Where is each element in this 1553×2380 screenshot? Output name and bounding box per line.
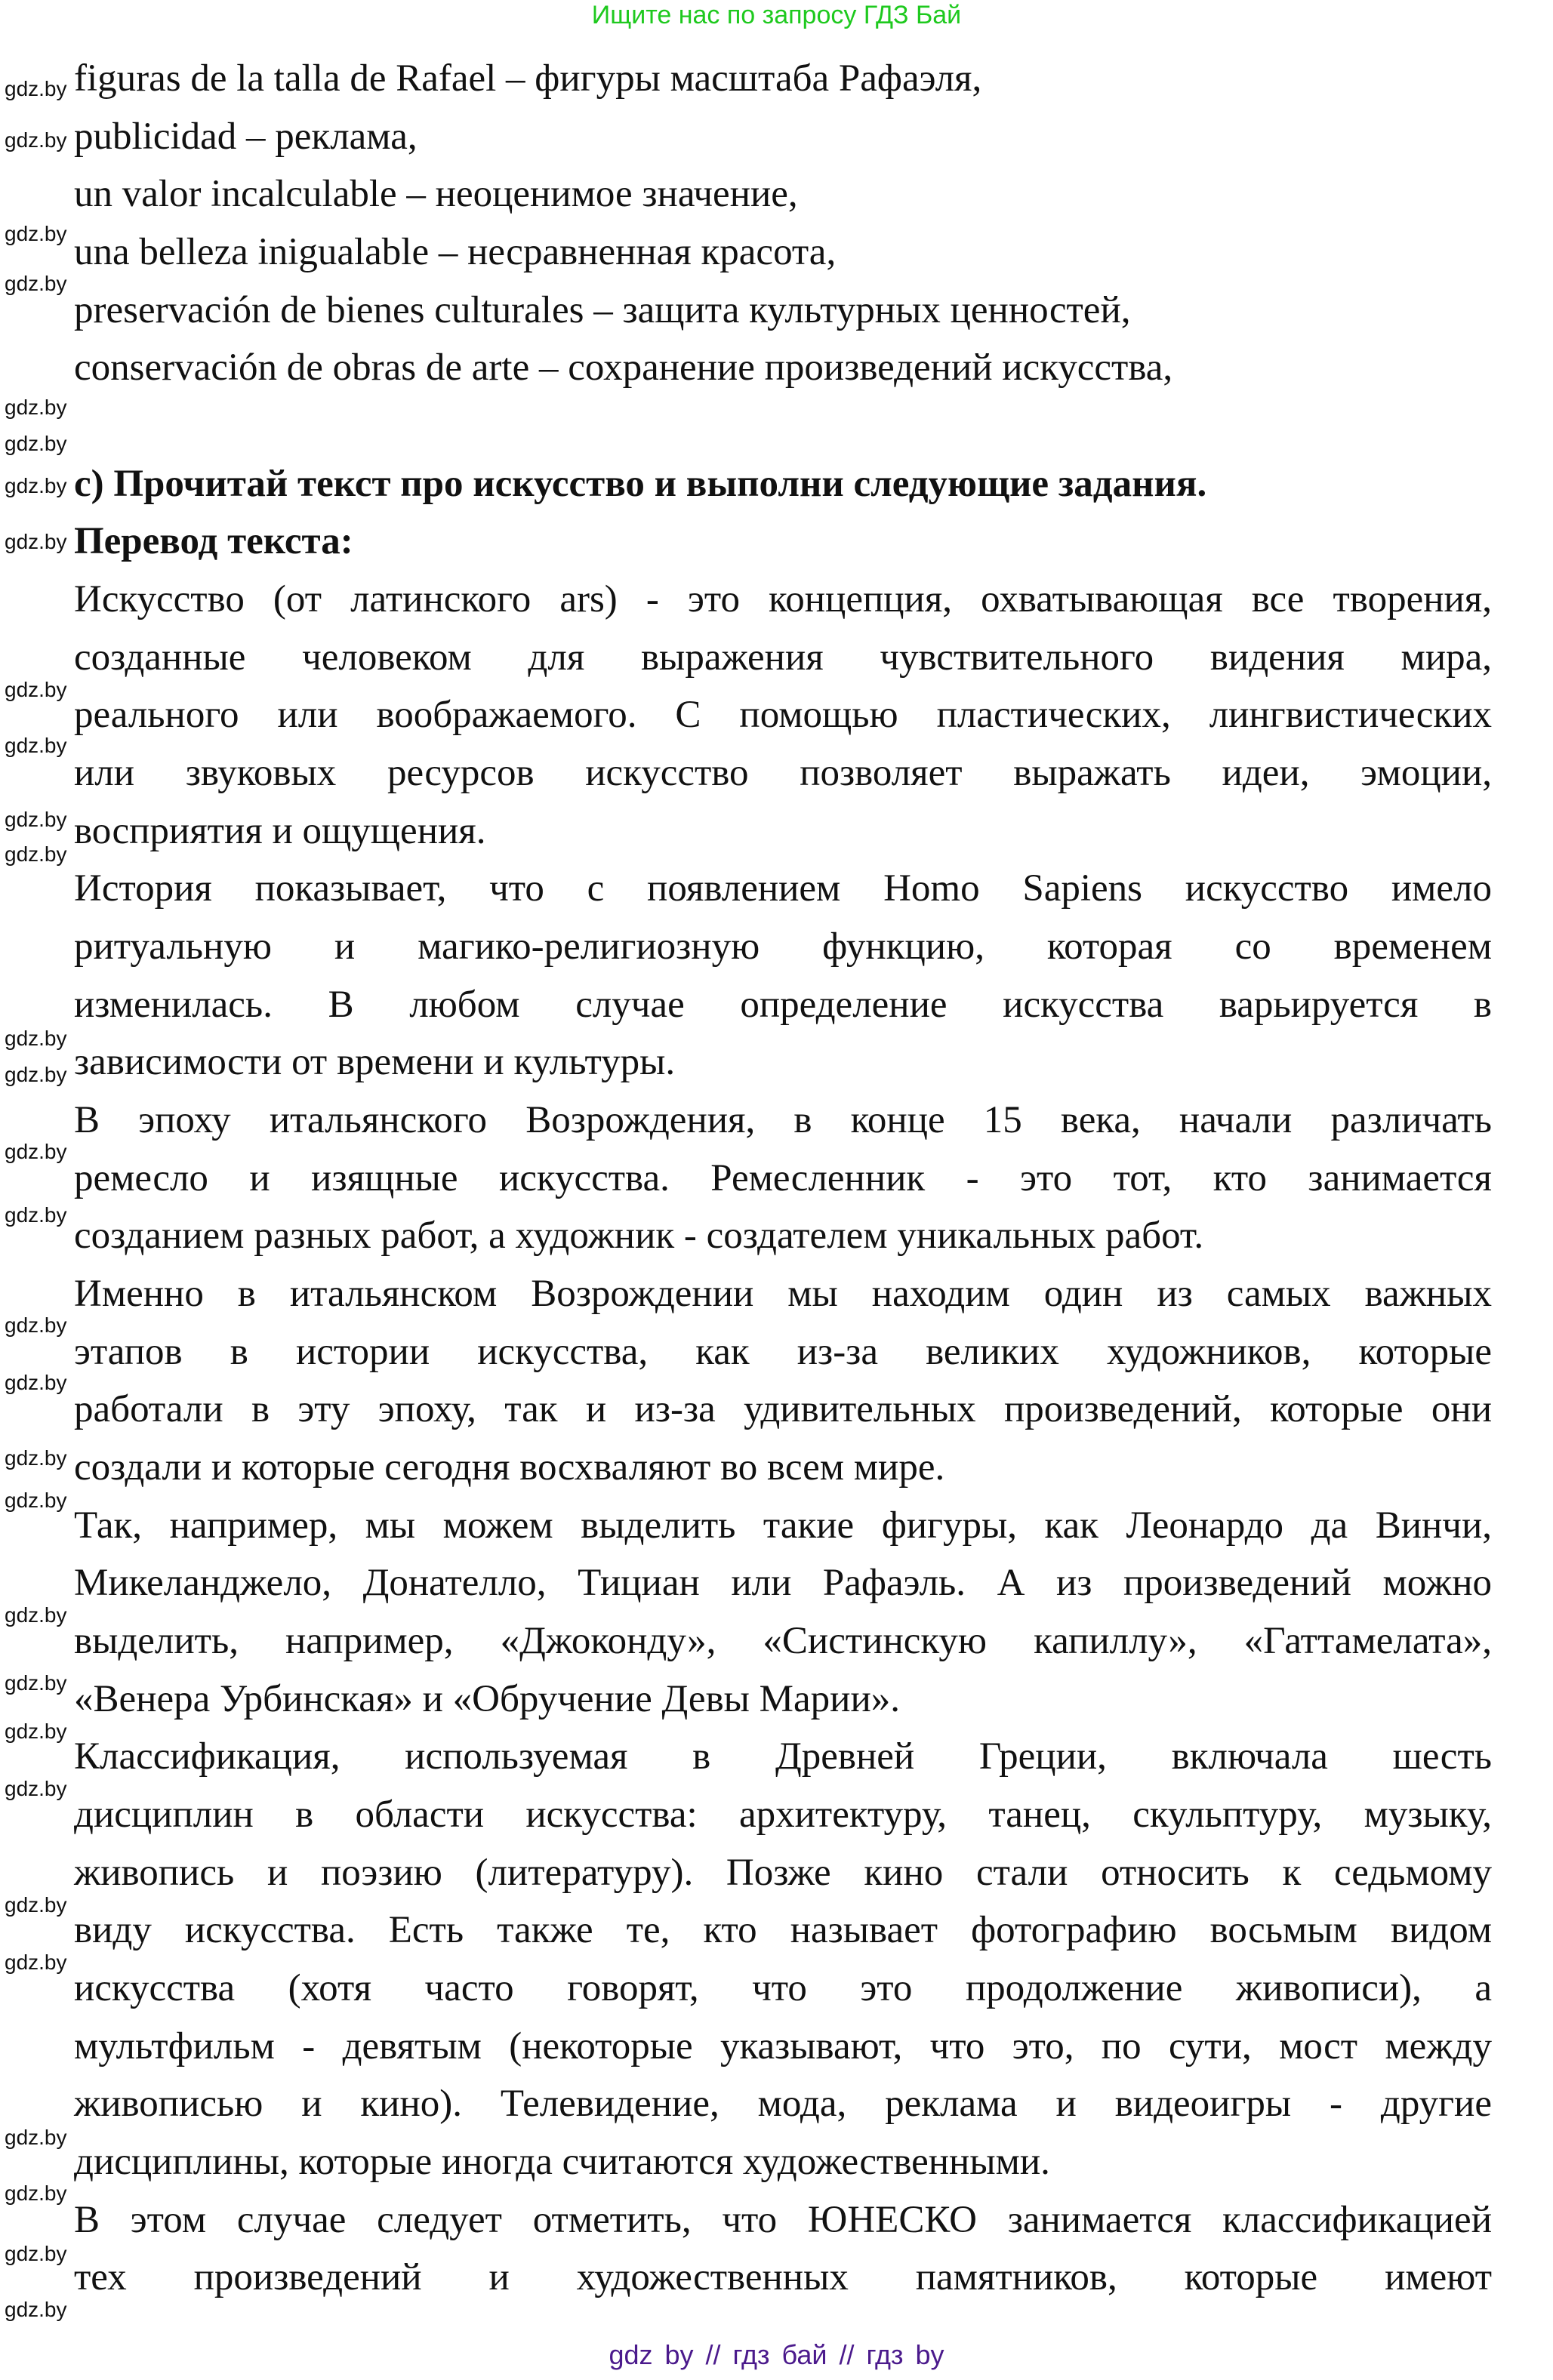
section-heading: Перевод текста: bbox=[74, 520, 353, 563]
watermark: gdz.by bbox=[5, 1950, 67, 1974]
text-line: preservación de bienes culturales – защита культурных ценностей, bbox=[74, 288, 1131, 331]
text-line: выделить, например, «Джоконду», «Систинскую капиллу», «Гаттамелата», bbox=[74, 1620, 1492, 1663]
watermark: gdz.by bbox=[5, 1063, 67, 1086]
text-line: Микеланджело, Донателло, Тициан или Рафаэль. А из произведений можно bbox=[74, 1562, 1492, 1605]
watermark: gdz.by bbox=[5, 2181, 67, 2205]
text-line: тех произведений и художественных памятников, которые имеют bbox=[74, 2256, 1492, 2299]
text-line: созданные человеком для выражения чувствительного видения мира, bbox=[74, 636, 1492, 679]
watermark: gdz.by bbox=[5, 1313, 67, 1337]
text-line: дисциплин в области искусства: архитектуру, танец, скульптуру, музыку, bbox=[74, 1793, 1492, 1837]
watermark: gdz.by bbox=[5, 1027, 67, 1050]
watermark: gdz.by bbox=[5, 77, 67, 100]
text-line: «Венера Урбинская» и «Обручение Девы Марии». bbox=[74, 1677, 900, 1720]
footer-links[interactable]: gdz by // гдз бай // гдз by bbox=[609, 2339, 944, 2370]
watermark: gdz.by bbox=[5, 1203, 67, 1227]
watermark: gdz.by bbox=[5, 808, 67, 831]
watermark: gdz.by bbox=[5, 1603, 67, 1627]
text-line: искусства (хотя часто говорят, что это продолжение живописи), а bbox=[74, 1967, 1492, 2010]
watermark: gdz.by bbox=[5, 396, 67, 419]
text-line: В этом случае следует отметить, что ЮНЕСКО занимается классификацией bbox=[74, 2198, 1492, 2241]
search-hint-banner: Ищите нас по запросу ГДЗ Бай bbox=[591, 1, 962, 29]
text-line: В эпоху итальянского Возрождения, в конце 15 века, начали различать bbox=[74, 1099, 1492, 1142]
watermark: gdz.by bbox=[5, 272, 67, 295]
watermark: gdz.by bbox=[5, 1720, 67, 1743]
text-line: или звуковых ресурсов искусство позволяет выражать идеи, эмоции, bbox=[74, 752, 1492, 795]
watermark: gdz.by bbox=[5, 432, 67, 455]
text-line: изменилась. В любом случае определение искусства варьируется в bbox=[74, 983, 1492, 1026]
watermark: gdz.by bbox=[5, 1777, 67, 1800]
text-line: живописью и кино). Телевидение, мода, реклама и видеоигры - другие bbox=[74, 2083, 1492, 2126]
text-line: ритуальную и магико-религиозную функцию, которая со временем bbox=[74, 925, 1492, 968]
watermark: gdz.by bbox=[5, 2298, 67, 2321]
watermark: gdz.by bbox=[5, 678, 67, 701]
watermark: gdz.by bbox=[5, 1371, 67, 1394]
text-line: зависимости от времени и культуры. bbox=[74, 1041, 676, 1084]
text-line: figuras de la talla de Rafael – фигуры масштаба Рафаэля, bbox=[74, 57, 982, 100]
text-line: Именно в итальянском Возрождении мы находим один из самых важных bbox=[74, 1273, 1492, 1316]
watermark: gdz.by bbox=[5, 734, 67, 757]
watermark: gdz.by bbox=[5, 1489, 67, 1512]
text-line: этапов в истории искусства, как из-за великих художников, которые bbox=[74, 1330, 1492, 1373]
text-line: дисциплины, которые иногда считаются художественными. bbox=[74, 2141, 1050, 2184]
watermark: gdz.by bbox=[5, 128, 67, 152]
watermark: gdz.by bbox=[5, 2242, 67, 2265]
text-line: создали и которые сегодня восхваляют во всем мире. bbox=[74, 1446, 945, 1489]
text-line: виду искусства. Есть также те, кто называет фотографию восьмым видом bbox=[74, 1909, 1492, 1952]
text-line: Искусство (от латинского ars) - это концепция, охватывающая все творения, bbox=[74, 578, 1492, 621]
text-line: un valor incalculable – неоценимое значение, bbox=[74, 173, 798, 216]
text-line: Так, например, мы можем выделить такие фигуры, как Леонардо да Винчи, bbox=[74, 1504, 1492, 1547]
text-line: мультфильм - девятым (некоторые указывают, что это, по сути, мост между bbox=[74, 2024, 1492, 2067]
text-line: живопись и поэзию (литературу). Позже кино стали относить к седьмому bbox=[74, 1851, 1492, 1894]
text-line: publicidad – реклама, bbox=[74, 115, 418, 158]
text-line: Классификация, используемая в Древней Греции, включала шесть bbox=[74, 1735, 1492, 1778]
watermark: gdz.by bbox=[5, 530, 67, 553]
section-heading: c) Прочитай текст про искусство и выполни следующие задания. bbox=[74, 462, 1207, 505]
text-line: работали в эту эпоху, так и из-за удивительных произведений, которые они bbox=[74, 1388, 1492, 1431]
watermark: gdz.by bbox=[5, 222, 67, 245]
watermark: gdz.by bbox=[5, 1893, 67, 1917]
text-line: una belleza inigualable – несравненная красота, bbox=[74, 231, 837, 273]
watermark: gdz.by bbox=[5, 474, 67, 497]
watermark: gdz.by bbox=[5, 842, 67, 866]
watermark: gdz.by bbox=[5, 1446, 67, 1470]
text-line: conservación de obras de arte – сохранение произведений искусства, bbox=[74, 346, 1173, 389]
text-line: восприятия и ощущения. bbox=[74, 809, 486, 852]
watermark: gdz.by bbox=[5, 1140, 67, 1163]
watermark: gdz.by bbox=[5, 2126, 67, 2149]
text-line: созданием разных работ, а художник - создателем уникальных работ. bbox=[74, 1215, 1204, 1258]
watermark: gdz.by bbox=[5, 1671, 67, 1695]
text-line: История показывает, что с появлением Homo Sapiens искусство имело bbox=[74, 867, 1492, 910]
text-line: реального или воображаемого. С помощью пластических, лингвистических bbox=[74, 694, 1492, 737]
text-line: ремесло и изящные искусства. Ремесленник - это тот, кто занимается bbox=[74, 1156, 1492, 1199]
